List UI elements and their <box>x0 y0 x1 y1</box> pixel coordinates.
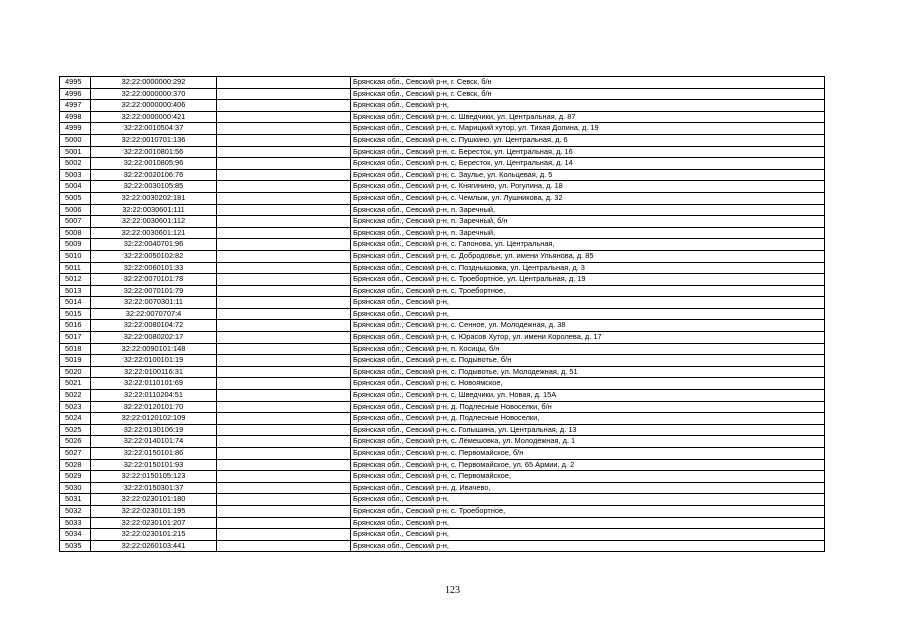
empty-cell <box>217 332 351 344</box>
empty-cell <box>217 192 351 204</box>
address-cell: Брянская обл., Севский р-н, с. Бересток, ул. Центральная, д. 14 <box>351 158 825 170</box>
empty-cell <box>217 227 351 239</box>
row-number-cell: 5025 <box>60 424 91 436</box>
cadastral-number-cell: 32:22:0080202:17 <box>91 332 217 344</box>
cadastral-number-cell: 32:22:0000000:292 <box>91 77 217 89</box>
cadastral-number-cell: 32:22:0050102:82 <box>91 250 217 262</box>
cadastral-number-cell: 32:22:0030202:181 <box>91 192 217 204</box>
address-cell: Брянская обл., Севский р-н, <box>351 100 825 112</box>
address-cell: Брянская обл., Севский р-н, с. Подывотье, б/н <box>351 355 825 367</box>
table-row <box>60 169 825 181</box>
empty-cell <box>217 146 351 158</box>
address-cell: Брянская обл., Севский р-н, с. Троебортное, <box>351 285 825 297</box>
address-cell: Брянская обл., Севский р-н, с. Троебортное, <box>351 505 825 517</box>
cadastral-number-cell: 32:22:0100101:19 <box>91 355 217 367</box>
row-number-cell: 5032 <box>60 505 91 517</box>
row-number-cell: 5004 <box>60 181 91 193</box>
cadastral-number-cell: 32:22:0010801:56 <box>91 146 217 158</box>
address-cell: Брянская обл., Севский р-н, г. Севск, б/н <box>351 88 825 100</box>
registry-table-body <box>60 77 825 552</box>
cadastral-number-cell: 32:22:0100116:31 <box>91 366 217 378</box>
address-cell: Брянская обл., Севский р-н, <box>351 540 825 552</box>
table-row <box>60 390 825 402</box>
row-number-cell: 5014 <box>60 297 91 309</box>
empty-cell <box>217 366 351 378</box>
empty-cell <box>217 158 351 170</box>
address-cell: Брянская обл., Севский р-н, с. Заулье, ул. Кольцевая, д. 5 <box>351 169 825 181</box>
row-number-cell: 5027 <box>60 448 91 460</box>
table-row <box>60 459 825 471</box>
cadastral-number-cell: 32:22:0030105:85 <box>91 181 217 193</box>
empty-cell <box>217 459 351 471</box>
row-number-cell: 5000 <box>60 134 91 146</box>
address-cell: Брянская обл., Севский р-н, с. Чемлыж, ул. Лушникова, д. 32 <box>351 192 825 204</box>
table-row <box>60 540 825 552</box>
row-number-cell: 5017 <box>60 332 91 344</box>
empty-cell <box>217 274 351 286</box>
cadastral-number-cell: 32:22:0150301:37 <box>91 482 217 494</box>
cadastral-number-cell: 32:22:0070707:4 <box>91 308 217 320</box>
empty-cell <box>217 436 351 448</box>
cadastral-number-cell: 32:22:0110204:51 <box>91 390 217 402</box>
table-row <box>60 448 825 460</box>
empty-cell <box>217 111 351 123</box>
cadastral-number-cell: 32:22:0110101:69 <box>91 378 217 390</box>
cadastral-number-cell: 32:22:0000000:421 <box>91 111 217 123</box>
cadastral-number-cell: 32:22:0120101:70 <box>91 401 217 413</box>
row-number-cell: 5030 <box>60 482 91 494</box>
row-number-cell: 5009 <box>60 239 91 251</box>
address-cell: Брянская обл., Севский р-н, с. Гапонова, ул. Центральная, <box>351 239 825 251</box>
empty-cell <box>217 297 351 309</box>
row-number-cell: 5033 <box>60 517 91 529</box>
address-cell: Брянская обл., Севский р-н, <box>351 297 825 309</box>
table-row <box>60 378 825 390</box>
row-number-cell: 5035 <box>60 540 91 552</box>
table-row <box>60 134 825 146</box>
address-cell: Брянская обл., Севский р-н, п. Заречный, <box>351 227 825 239</box>
cadastral-number-cell: 32:22:0130106:19 <box>91 424 217 436</box>
row-number-cell: 4998 <box>60 111 91 123</box>
cadastral-number-cell: 32:22:0040701:96 <box>91 239 217 251</box>
empty-cell <box>217 308 351 320</box>
empty-cell <box>217 378 351 390</box>
cadastral-number-cell: 32:22:0230101:207 <box>91 517 217 529</box>
table-row <box>60 181 825 193</box>
table-row <box>60 436 825 448</box>
row-number-cell: 5015 <box>60 308 91 320</box>
empty-cell <box>217 262 351 274</box>
address-cell: Брянская обл., Севский р-н, с. Голышина, ул. Центральная, д. 13 <box>351 424 825 436</box>
table-row <box>60 366 825 378</box>
empty-cell <box>217 77 351 89</box>
empty-cell <box>217 494 351 506</box>
row-number-cell: 5018 <box>60 343 91 355</box>
address-cell: Брянская обл., Севский р-н, с. Первомайское, б/н <box>351 448 825 460</box>
table-row <box>60 413 825 425</box>
table-row <box>60 100 825 112</box>
empty-cell <box>217 413 351 425</box>
table-row <box>60 517 825 529</box>
address-cell: Брянская обл., Севский р-н, д. Ивачево, <box>351 482 825 494</box>
row-number-cell: 5022 <box>60 390 91 402</box>
address-cell: Брянская обл., Севский р-н, п. Заречный, б/н <box>351 216 825 228</box>
table-row <box>60 192 825 204</box>
address-cell: Брянская обл., Севский р-н, с. Княгинино, ул. Рогулина, д. 18 <box>351 181 825 193</box>
registry-table <box>59 76 825 552</box>
cadastral-number-cell: 32:22:0000000:370 <box>91 88 217 100</box>
empty-cell <box>217 181 351 193</box>
empty-cell <box>217 471 351 483</box>
empty-cell <box>217 216 351 228</box>
table-row <box>60 204 825 216</box>
cadastral-number-cell: 32:22:0120102:109 <box>91 413 217 425</box>
address-cell: Брянская обл., Севский р-н, с. Добродовье, ул. имени Ульянова, д. 85 <box>351 250 825 262</box>
row-number-cell: 5024 <box>60 413 91 425</box>
empty-cell <box>217 100 351 112</box>
cadastral-number-cell: 32:22:0140101:74 <box>91 436 217 448</box>
cadastral-number-cell: 32:22:0000000:406 <box>91 100 217 112</box>
empty-cell <box>217 239 351 251</box>
empty-cell <box>217 343 351 355</box>
table-row <box>60 262 825 274</box>
row-number-cell: 4997 <box>60 100 91 112</box>
empty-cell <box>217 134 351 146</box>
cadastral-number-cell: 32:22:0060101:33 <box>91 262 217 274</box>
row-number-cell: 5016 <box>60 320 91 332</box>
address-cell: Брянская обл., Севский р-н, <box>351 529 825 541</box>
table-row <box>60 123 825 135</box>
table-row <box>60 401 825 413</box>
empty-cell <box>217 285 351 297</box>
address-cell: Брянская обл., Севский р-н, с. Первомайское, ул. 65 Армии, д. 2 <box>351 459 825 471</box>
row-number-cell: 5021 <box>60 378 91 390</box>
address-cell: Брянская обл., Севский р-н, п. Косицы, б/н <box>351 343 825 355</box>
cadastral-number-cell: 32:22:0230101:195 <box>91 505 217 517</box>
address-cell: Брянская обл., Севский р-н, п. Заречный, <box>351 204 825 216</box>
row-number-cell: 5002 <box>60 158 91 170</box>
cadastral-number-cell: 32:22:0070101:79 <box>91 285 217 297</box>
address-cell: Брянская обл., Севский р-н, <box>351 308 825 320</box>
table-row <box>60 111 825 123</box>
table-row <box>60 308 825 320</box>
empty-cell <box>217 529 351 541</box>
cadastral-number-cell: 32:22:0150105:123 <box>91 471 217 483</box>
empty-cell <box>217 355 351 367</box>
table-row <box>60 146 825 158</box>
table-row <box>60 471 825 483</box>
address-cell: Брянская обл., Севский р-н, с. Троебортное, ул. Центральная, д. 19 <box>351 274 825 286</box>
table-row <box>60 88 825 100</box>
empty-cell <box>217 88 351 100</box>
empty-cell <box>217 401 351 413</box>
address-cell: Брянская обл., Севский р-н, с. Первомайское, <box>351 471 825 483</box>
row-number-cell: 5011 <box>60 262 91 274</box>
row-number-cell: 5023 <box>60 401 91 413</box>
empty-cell <box>217 448 351 460</box>
cadastral-number-cell: 32:22:0010504:37 <box>91 123 217 135</box>
table-row <box>60 297 825 309</box>
address-cell: Брянская обл., Севский р-н, с. Лемешовка, ул. Молодежная, д. 1 <box>351 436 825 448</box>
empty-cell <box>217 123 351 135</box>
cadastral-number-cell: 32:22:0070301:11 <box>91 297 217 309</box>
cadastral-number-cell: 32:22:0260103:441 <box>91 540 217 552</box>
cadastral-number-cell: 32:22:0010805:96 <box>91 158 217 170</box>
cadastral-number-cell: 32:22:0080104:72 <box>91 320 217 332</box>
empty-cell <box>217 540 351 552</box>
table-row <box>60 529 825 541</box>
address-cell: Брянская обл., Севский р-н, с. Марицкий хутор, ул. Тихая Долина, д. 19 <box>351 123 825 135</box>
empty-cell <box>217 250 351 262</box>
cadastral-number-cell: 32:22:0090101:148 <box>91 343 217 355</box>
cadastral-number-cell: 32:22:0010701:136 <box>91 134 217 146</box>
address-cell: Брянская обл., Севский р-н, с. Шведчики, ул. Центральная, д. 87 <box>351 111 825 123</box>
cadastral-number-cell: 32:22:0230101:215 <box>91 529 217 541</box>
row-number-cell: 5006 <box>60 204 91 216</box>
row-number-cell: 5020 <box>60 366 91 378</box>
address-cell: Брянская обл., Севский р-н, с. Позднышовка, ул. Центральная, д. 3 <box>351 262 825 274</box>
cadastral-number-cell: 32:22:0030601:111 <box>91 204 217 216</box>
row-number-cell: 4995 <box>60 77 91 89</box>
table-row <box>60 332 825 344</box>
address-cell: Брянская обл., Севский р-н, д. Подлесные Новоселки, <box>351 413 825 425</box>
cadastral-number-cell: 32:22:0150101:93 <box>91 459 217 471</box>
empty-cell <box>217 517 351 529</box>
table-row <box>60 285 825 297</box>
table-row <box>60 216 825 228</box>
cadastral-number-cell: 32:22:0070101:78 <box>91 274 217 286</box>
table-row <box>60 505 825 517</box>
empty-cell <box>217 320 351 332</box>
table-row <box>60 424 825 436</box>
address-cell: Брянская обл., Севский р-н, <box>351 494 825 506</box>
address-cell: Брянская обл., Севский р-н, с. Подывотье, ул. Молодежная, д. 51 <box>351 366 825 378</box>
address-cell: Брянская обл., Севский р-н, с. Пушкино, ул. Центральная, д. 6 <box>351 134 825 146</box>
table-row <box>60 239 825 251</box>
table-row <box>60 343 825 355</box>
row-number-cell: 5028 <box>60 459 91 471</box>
table-row <box>60 77 825 89</box>
row-number-cell: 5013 <box>60 285 91 297</box>
table-row <box>60 274 825 286</box>
address-cell: Брянская обл., Севский р-н, г. Севск, б/н <box>351 77 825 89</box>
row-number-cell: 5034 <box>60 529 91 541</box>
table-row <box>60 158 825 170</box>
address-cell: Брянская обл., Севский р-н, с. Шведчики, ул. Новая, д. 15А <box>351 390 825 402</box>
address-cell: Брянская обл., Севский р-н, с. Юрасов Хутор, ул. имени Королева, д. 17 <box>351 332 825 344</box>
empty-cell <box>217 424 351 436</box>
empty-cell <box>217 169 351 181</box>
row-number-cell: 5019 <box>60 355 91 367</box>
row-number-cell: 4999 <box>60 123 91 135</box>
cadastral-number-cell: 32:22:0030601:121 <box>91 227 217 239</box>
row-number-cell: 5008 <box>60 227 91 239</box>
cadastral-number-cell: 32:22:0020106:76 <box>91 169 217 181</box>
address-cell: Брянская обл., Севский р-н, с. Новоямское, <box>351 378 825 390</box>
table-row <box>60 250 825 262</box>
empty-cell <box>217 204 351 216</box>
row-number-cell: 5012 <box>60 274 91 286</box>
table-row <box>60 227 825 239</box>
empty-cell <box>217 505 351 517</box>
address-cell: Брянская обл., Севский р-н, <box>351 517 825 529</box>
row-number-cell: 4996 <box>60 88 91 100</box>
address-cell: Брянская обл., Севский р-н, с. Бересток, ул. Центральная, д. 16 <box>351 146 825 158</box>
row-number-cell: 5001 <box>60 146 91 158</box>
table-row <box>60 320 825 332</box>
row-number-cell: 5010 <box>60 250 91 262</box>
table-row <box>60 494 825 506</box>
row-number-cell: 5026 <box>60 436 91 448</box>
row-number-cell: 5031 <box>60 494 91 506</box>
cadastral-number-cell: 32:22:0230101:180 <box>91 494 217 506</box>
row-number-cell: 5029 <box>60 471 91 483</box>
row-number-cell: 5003 <box>60 169 91 181</box>
empty-cell <box>217 390 351 402</box>
cadastral-number-cell: 32:22:0150101:86 <box>91 448 217 460</box>
page-number: 123 <box>445 585 460 596</box>
address-cell: Брянская обл., Севский р-н, д. Подлесные Новоселки, б/н <box>351 401 825 413</box>
table-row <box>60 355 825 367</box>
row-number-cell: 5005 <box>60 192 91 204</box>
row-number-cell: 5007 <box>60 216 91 228</box>
empty-cell <box>217 482 351 494</box>
address-cell: Брянская обл., Севский р-н, с. Сенное, ул. Молодежная, д. 38 <box>351 320 825 332</box>
table-row <box>60 482 825 494</box>
cadastral-number-cell: 32:22:0030601:112 <box>91 216 217 228</box>
